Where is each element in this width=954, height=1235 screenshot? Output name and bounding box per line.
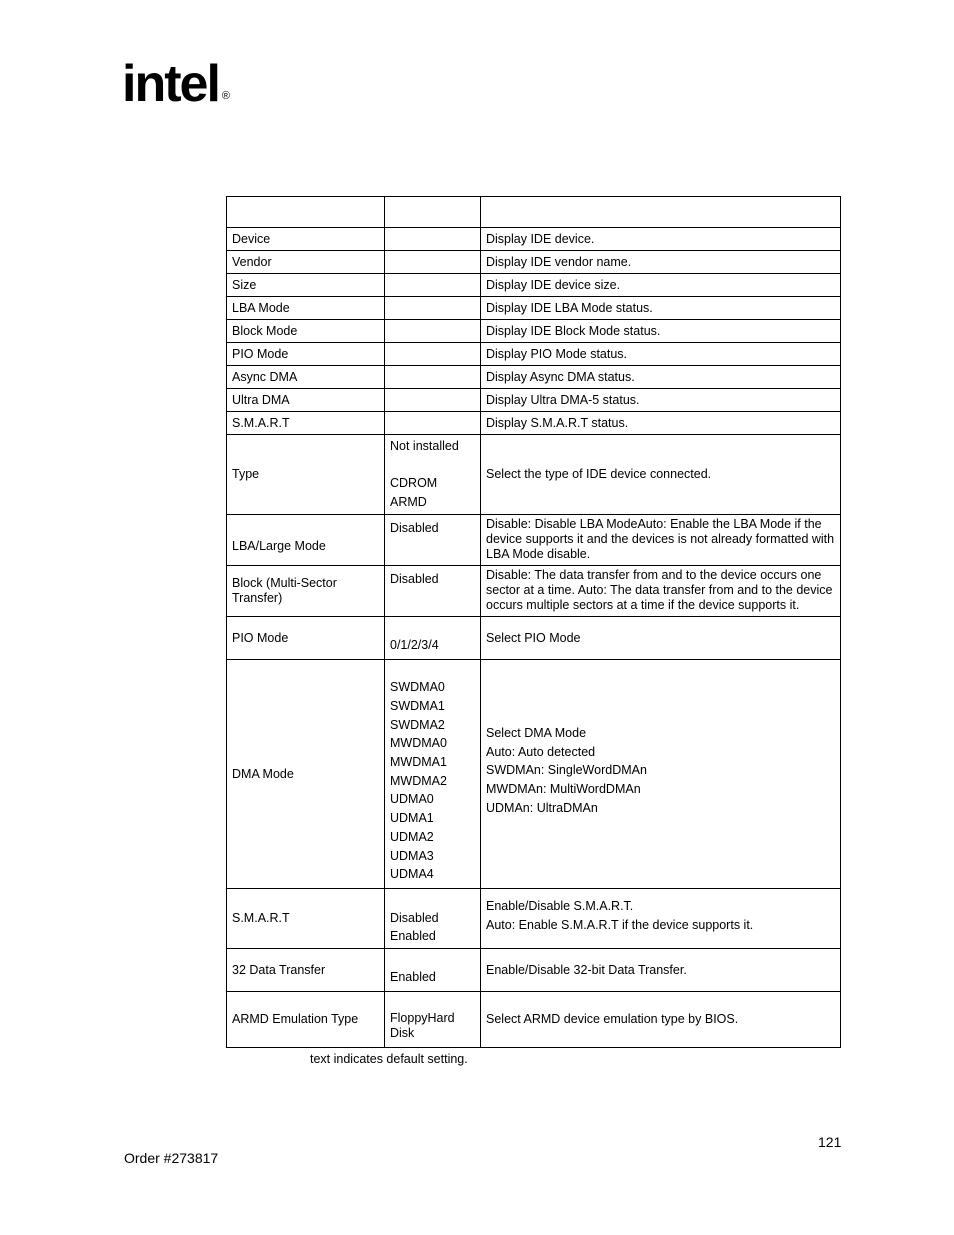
option-value: SWDMA2 (390, 717, 445, 732)
setting-description (481, 889, 841, 949)
setting-options (385, 660, 481, 889)
setting-name: S.M.A.R.T (227, 889, 385, 949)
description-line: UDMAn: UltraDMAn (486, 800, 598, 815)
setting-name: Block Mode (227, 320, 385, 343)
setting-description: Display IDE vendor name. (481, 251, 841, 274)
setting-options (385, 366, 481, 389)
table-row-armd (227, 992, 841, 1048)
setting-name: Type (227, 435, 385, 515)
table-row (227, 389, 841, 412)
option-value: UDMA0 (390, 792, 434, 807)
setting-description (481, 660, 841, 889)
table-row-lba-large (227, 515, 841, 566)
setting-name: LBA Mode (227, 297, 385, 320)
table-row (227, 412, 841, 435)
description-line: SWDMAn: SingleWordDMAn (486, 763, 647, 778)
description-line: Enable/Disable S.M.A.R.T. (486, 899, 634, 913)
table-row-smart (227, 889, 841, 949)
ide-settings-table (226, 196, 841, 1048)
setting-description: Display IDE Block Mode status. (481, 320, 841, 343)
setting-name: DMA Mode (227, 660, 385, 889)
setting-options (385, 320, 481, 343)
option-value: Not installed (390, 439, 459, 453)
setting-description: Display PIO Mode status. (481, 343, 841, 366)
setting-name: ARMD Emulation Type (227, 992, 385, 1048)
setting-description: Display S.M.A.R.T status. (481, 412, 841, 435)
header-setting (227, 197, 385, 228)
setting-description: Select PIO Mode (481, 617, 841, 660)
setting-options (385, 343, 481, 366)
setting-description: Select ARMD device emulation type by BIOS. (481, 992, 841, 1048)
setting-name: PIO Mode (227, 617, 385, 660)
option-value: Enabled (390, 929, 436, 944)
setting-description: Select the type of IDE device connected. (481, 435, 841, 515)
setting-name: Vendor (227, 251, 385, 274)
table-row-data32 (227, 949, 841, 992)
table-row-type (227, 435, 841, 515)
option-value: UDMA4 (390, 867, 434, 882)
table-row-pio (227, 617, 841, 660)
description-line: Select DMA Mode (486, 726, 587, 740)
page-number: 121 (818, 1134, 842, 1150)
option-value: ARMD (390, 495, 427, 510)
setting-name: PIO Mode (227, 343, 385, 366)
setting-name: Ultra DMA (227, 389, 385, 412)
description-line: MWDMAn: MultiWordDMAn (486, 782, 641, 797)
setting-name: Size (227, 274, 385, 297)
option-value: MWDMA2 (390, 773, 447, 788)
setting-description: Display Ultra DMA-5 status. (481, 389, 841, 412)
table-row (227, 274, 841, 297)
setting-options: 0/1/2/3/4 (385, 617, 481, 660)
option-value: UDMA1 (390, 811, 434, 826)
setting-options (385, 251, 481, 274)
description-line: Auto: Auto detected (486, 744, 596, 759)
setting-description: Disable: Disable LBA ModeAuto: Enable the LBA Mode if the device supports it and the devices is not already formatted with LBA Mode disable. (481, 515, 841, 566)
header-description (481, 197, 841, 228)
setting-options: Enabled (385, 949, 481, 992)
table-row (227, 343, 841, 366)
setting-description: Display IDE LBA Mode status. (481, 297, 841, 320)
setting-options (385, 274, 481, 297)
setting-name: Async DMA (227, 366, 385, 389)
setting-description: Enable/Disable 32-bit Data Transfer. (481, 949, 841, 992)
option-value: UDMA2 (390, 829, 434, 844)
setting-options: FloppyHard Disk (385, 992, 481, 1048)
setting-description: Display IDE device. (481, 228, 841, 251)
option-value: MWDMA1 (390, 755, 447, 770)
setting-options: Disabled (385, 566, 481, 617)
option-value: UDMA3 (390, 848, 434, 863)
setting-description: Display Async DMA status. (481, 366, 841, 389)
setting-options (385, 435, 481, 515)
table-row (227, 251, 841, 274)
setting-name: Device (227, 228, 385, 251)
setting-options (385, 228, 481, 251)
setting-name: LBA/Large Mode (227, 515, 385, 566)
option-value: MWDMA0 (390, 736, 447, 751)
table-row-dma (227, 660, 841, 889)
setting-description: Disable: The data transfer from and to the device occurs one sector at a time. Auto: The data transfer from and to the device occurs multiple sectors at a time if the device supports it. (481, 566, 841, 617)
setting-options (385, 297, 481, 320)
setting-name: 32 Data Transfer (227, 949, 385, 992)
order-number: Order #273817 (124, 1150, 219, 1166)
table-row (227, 228, 841, 251)
setting-options (385, 889, 481, 949)
header-options (385, 197, 481, 228)
setting-name: S.M.A.R.T (227, 412, 385, 435)
footnote: text indicates default setting. (310, 1052, 468, 1066)
table-row (227, 297, 841, 320)
option-value: SWDMA0 (390, 680, 445, 695)
setting-options (385, 412, 481, 435)
description-line: Auto: Enable S.M.A.R.T if the device supports it. (486, 917, 754, 932)
option-value: SWDMA1 (390, 698, 445, 713)
setting-options: Disabled (385, 515, 481, 566)
setting-description: Display IDE device size. (481, 274, 841, 297)
intel-logo: intel ® (122, 55, 231, 113)
option-value: CDROM (390, 476, 438, 491)
setting-name: Block (Multi-Sector Transfer) (227, 566, 385, 617)
option-value: Disabled (390, 910, 439, 925)
table-header-row (227, 197, 841, 228)
table-row-block (227, 566, 841, 617)
table-row (227, 320, 841, 343)
setting-options (385, 389, 481, 412)
table-row (227, 366, 841, 389)
